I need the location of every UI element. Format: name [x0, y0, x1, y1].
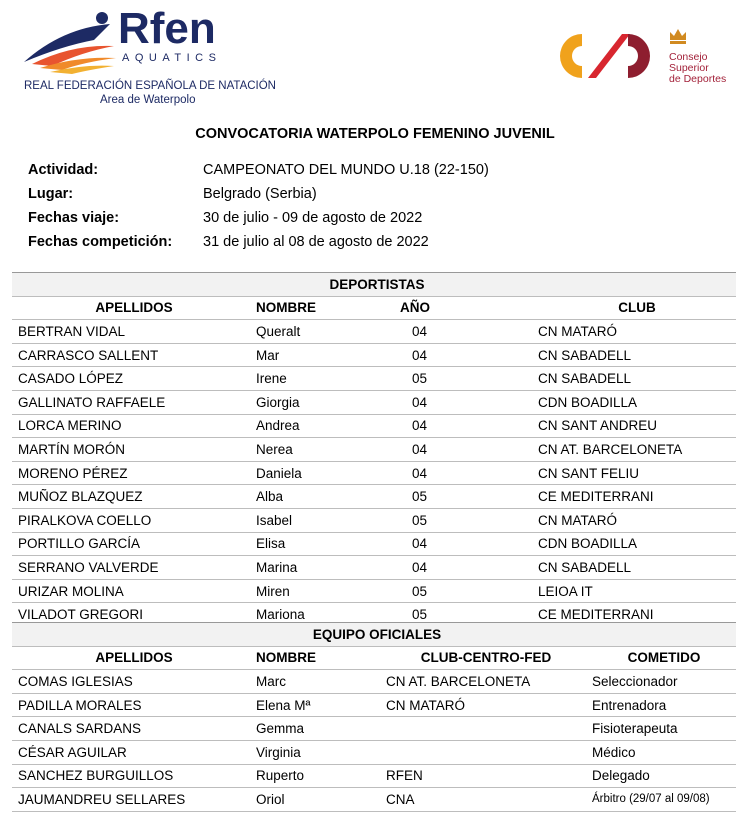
table-cell: SERRANO VALVERDE	[12, 556, 250, 580]
table-cell: Entrenadora	[586, 693, 736, 717]
table-cell: 04	[400, 438, 532, 462]
table-cell: CN SABADELL	[532, 556, 736, 580]
table-cell: 05	[400, 603, 532, 627]
table-cell: CN SANT ANDREU	[532, 414, 736, 438]
table-cell: CDN BOADILLA	[532, 390, 736, 414]
table-cell: Irene	[250, 367, 400, 391]
table-cell: Queralt	[250, 320, 400, 344]
csd-name: Consejo Superior de Deportes	[669, 51, 727, 85]
table-cell: SANCHEZ BURGUILLOS	[12, 764, 250, 788]
table-cell: CDN BOADILLA	[532, 532, 736, 556]
document-title: CONVOCATORIA WATERPOLO FEMENINO JUVENIL	[195, 126, 555, 142]
table-cell: LEIOA IT	[532, 579, 736, 603]
table-row	[12, 343, 736, 367]
area-name: Area de Waterpolo	[100, 94, 196, 106]
table-cell: CARRASCO SALLENT	[12, 343, 250, 367]
table-row	[12, 390, 736, 414]
table-cell: 04	[400, 390, 532, 414]
table-cell: JAUMANDREU SELLARES	[12, 788, 250, 812]
table-cell: CANALS SARDANS	[12, 717, 250, 741]
rfen-wordmark: Rfen	[118, 4, 216, 53]
table-row	[12, 740, 736, 764]
table-cell: Gemma	[250, 717, 380, 741]
table-row	[12, 367, 736, 391]
athletes-column-headers: APELLIDOS NOMBRE AÑO CLUB	[12, 296, 736, 320]
table-cell: 05	[400, 485, 532, 509]
table-cell: 04	[400, 343, 532, 367]
officials-table	[12, 622, 736, 812]
table-cell: CE MEDITERRANI	[532, 485, 736, 509]
table-cell: CN SANT FELIU	[532, 461, 736, 485]
table-cell: MARTÍN MORÓN	[12, 438, 250, 462]
table-cell: Médico	[586, 740, 736, 764]
table-cell: Alba	[250, 485, 400, 509]
table-cell: Mariona	[250, 603, 400, 627]
table-cell: Miren	[250, 579, 400, 603]
federation-name: REAL FEDERACIÓN ESPAÑOLA DE NATACIÓN	[24, 80, 276, 92]
table-cell: CN SABADELL	[532, 367, 736, 391]
officials-column-headers: APELLIDOS NOMBRE CLUB-CENTRO-FED COMETIDO	[12, 646, 736, 670]
table-row	[12, 717, 736, 741]
table-cell: 05	[400, 367, 532, 391]
table-cell: LORCA MERINO	[12, 414, 250, 438]
table-cell: 04	[400, 556, 532, 580]
table-cell: Oriol	[250, 788, 380, 812]
info-row-travel-dates: Fechas viaje: 30 de julio - 09 de agosto de 2022	[28, 210, 423, 226]
table-cell: RFEN	[380, 764, 586, 788]
table-cell: CN AT. BARCELONETA	[532, 438, 736, 462]
table-row	[12, 532, 736, 556]
table-cell: 04	[400, 532, 532, 556]
table-cell: CE MEDITERRANI	[532, 603, 736, 627]
table-row	[12, 693, 736, 717]
table-cell: CNA	[380, 788, 586, 812]
table-cell: Elena Mª	[250, 693, 380, 717]
table-cell: Isabel	[250, 508, 400, 532]
table-cell: CN MATARÓ	[532, 508, 736, 532]
athletes-section-header: DEPORTISTAS	[12, 273, 736, 297]
table-row	[12, 320, 736, 344]
info-row-place: Lugar: Belgrado (Serbia)	[28, 186, 317, 202]
rfen-subtitle: AQUATICS	[122, 52, 222, 64]
event-info	[28, 162, 489, 258]
table-cell: URIZAR MOLINA	[12, 579, 250, 603]
table-cell: CN MATARÓ	[532, 320, 736, 344]
table-cell: Virginia	[250, 740, 380, 764]
table-row	[12, 579, 736, 603]
table-cell: 04	[400, 461, 532, 485]
table-cell: MUÑOZ BLAZQUEZ	[12, 485, 250, 509]
table-cell: MORENO PÉREZ	[12, 461, 250, 485]
table-cell: 05	[400, 508, 532, 532]
table-cell: 04	[400, 414, 532, 438]
table-cell: Mar	[250, 343, 400, 367]
crown-icon	[667, 24, 689, 46]
table-cell: PIRALKOVA COELLO	[12, 508, 250, 532]
table-row	[12, 461, 736, 485]
table-cell: Nerea	[250, 438, 400, 462]
athletes-table	[12, 272, 736, 627]
table-cell: GALLINATO RAFFAELE	[12, 390, 250, 414]
table-row	[12, 670, 736, 694]
table-cell: Ruperto	[250, 764, 380, 788]
table-cell: Daniela	[250, 461, 400, 485]
table-cell: Árbitro (29/07 al 09/08)	[586, 788, 736, 812]
table-row	[12, 438, 736, 462]
info-row-activity: Actividad: CAMPEONATO DEL MUNDO U.18 (22-150)	[28, 162, 489, 178]
table-cell: Marc	[250, 670, 380, 694]
officials-section-header: EQUIPO OFICIALES	[12, 623, 736, 647]
table-row	[12, 764, 736, 788]
table-cell	[380, 717, 586, 741]
table-cell: CN AT. BARCELONETA	[380, 670, 586, 694]
table-cell: BERTRAN VIDAL	[12, 320, 250, 344]
table-cell	[380, 740, 586, 764]
table-row	[12, 485, 736, 509]
table-row	[12, 414, 736, 438]
table-cell: Giorgia	[250, 390, 400, 414]
table-cell: Marina	[250, 556, 400, 580]
table-cell: Elisa	[250, 532, 400, 556]
csd-logo	[548, 28, 668, 84]
table-cell: CN MATARÓ	[380, 693, 586, 717]
table-cell: Seleccionador	[586, 670, 736, 694]
table-cell: VILADOT GREGORI	[12, 603, 250, 627]
table-row	[12, 788, 736, 812]
table-cell: Delegado	[586, 764, 736, 788]
table-cell: PORTILLO GARCÍA	[12, 532, 250, 556]
info-row-competition-dates: Fechas competición: 31 de julio al 08 de agosto de 2022	[28, 234, 429, 250]
table-cell: CASADO LÓPEZ	[12, 367, 250, 391]
table-row	[12, 508, 736, 532]
table-cell: 05	[400, 579, 532, 603]
table-cell: Andrea	[250, 414, 400, 438]
table-row	[12, 556, 736, 580]
table-cell: 04	[400, 320, 532, 344]
table-cell: COMAS IGLESIAS	[12, 670, 250, 694]
table-cell: CN SABADELL	[532, 343, 736, 367]
table-cell: PADILLA MORALES	[12, 693, 250, 717]
table-cell: Fisioterapeuta	[586, 717, 736, 741]
table-cell: CÉSAR AGUILAR	[12, 740, 250, 764]
